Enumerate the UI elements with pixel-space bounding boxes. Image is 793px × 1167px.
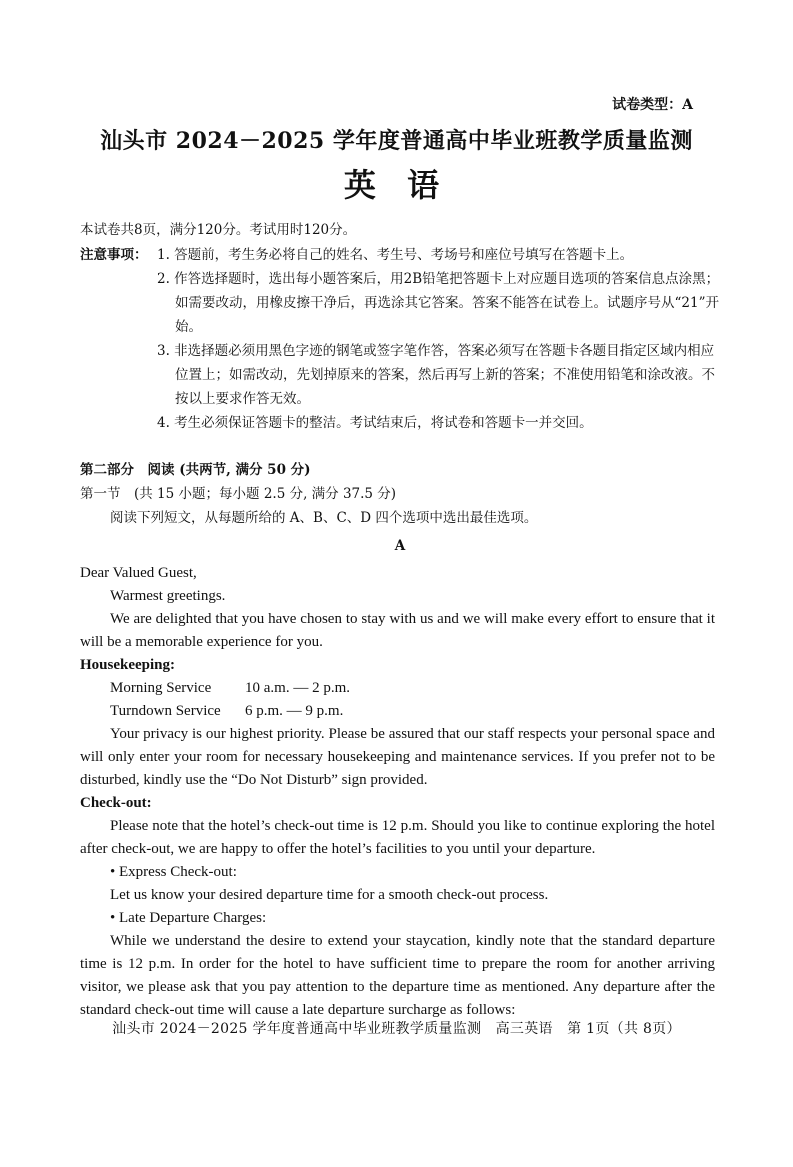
service-time: 10 a.m. — 2 p.m.	[245, 680, 350, 696]
service-name: Turndown Service	[110, 703, 221, 719]
service-row	[80, 677, 715, 700]
passage-label: A	[394, 538, 406, 554]
housekeeping-heading: Housekeeping:	[80, 657, 176, 673]
checkout-heading: Check-out:	[80, 795, 152, 811]
notice-item-text: 1. 答题前，考生务必将自己的姓名、考生号、考场号和座位号填写在答题卡上。	[157, 247, 634, 263]
notice-item-2: 2. 作答选择题时，选出每小题答案后，用2B铅笔把答题卡上对应题目选项的答案信息点涂黑；如需要改动，用橡皮擦干净后，再选涂其它答案。答案不能答在试卷上。试题序号从“21”开始。	[157, 271, 720, 335]
notice-item-3: 3. 非选择题必须用黑色字迹的钢笔或签字笔作答，答案必须写在答题卡各题目指定区域内相应位置上；如需改动，先划掉原来的答案，然后再写上新的答案；不准使用铅笔和涂改液。不按以上要求作答无效。	[157, 343, 715, 407]
paragraph-late-departure: While we understand the desire to extend your staycation, kindly note that the standard departure time is 12 p.m. In order for the hotel to have sufficient time to prepare the room for another arriving visitor, we please ask that you pay attention to the departure time as mentioned. Any departure after the standard check-out time will cause a late departure surcharge as follows:	[80, 933, 715, 1018]
passage-a	[80, 562, 715, 1022]
paper-type-label: 试卷类型：A	[612, 97, 693, 113]
part-title: 第二部分 阅读 (共两节, 满分 50 分)	[80, 462, 311, 478]
paragraph-privacy: Your privacy is our highest priority. Please be assured that our staff respects your personal space and will only enter your room for necessary housekeeping and maintenance services. If you prefer not to be disturbed, kindly use the “Do Not Disturb” sign provided.	[80, 726, 715, 788]
notice-label: 注意事项：	[80, 247, 148, 263]
notice-item-4: 4. 考生必须保证答题卡的整洁。考试结束后，将试卷和答题卡一并交回。	[157, 415, 593, 431]
service-time: 6 p.m. — 9 p.m.	[245, 703, 344, 719]
paragraph-intro: We are delighted that you have chosen to stay with us and we will make every effort to ensure that it will be a memorable experience for you.	[80, 611, 715, 650]
greeting: Warmest greetings.	[110, 588, 226, 604]
paragraph-checkout: Please note that the hotel’s check-out time is 12 p.m. Should you like to continue exploring the hotel after check-out, we are happy to offer the hotel’s facilities to you until your departure.	[80, 818, 715, 857]
subsection-title: 第一节 (共 15 小题；每小题 2.5 分, 满分 37.5 分)	[80, 486, 397, 502]
page-footer: 汕头市 2024－2025 学年度普通高中毕业班教学质量监测 高三英语 第 1页（共 8页）	[112, 1021, 681, 1037]
express-checkout-text: Let us know your desired departure time for a smooth check-out process.	[110, 887, 549, 903]
notice-item-1	[80, 243, 720, 267]
bullet-late-departure: • Late Departure Charges:	[110, 910, 267, 926]
exam-intro: 本试卷共8页，满分120分。考试用时120分。	[80, 222, 357, 238]
exam-title: 汕头市 2024－2025 学年度普通高中毕业班教学质量监测	[100, 128, 693, 154]
bullet-express-checkout: • Express Check-out:	[110, 864, 237, 880]
reading-section-header	[80, 458, 720, 558]
service-row	[80, 700, 715, 723]
notice-block	[80, 243, 720, 435]
subject-title: 英 语	[343, 166, 450, 204]
service-name: Morning Service	[110, 680, 212, 696]
reading-instruction: 阅读下列短文，从每题所给的 A、B、C、D 四个选项中选出最佳选项。	[110, 510, 538, 526]
salutation: Dear Valued Guest,	[80, 565, 197, 581]
